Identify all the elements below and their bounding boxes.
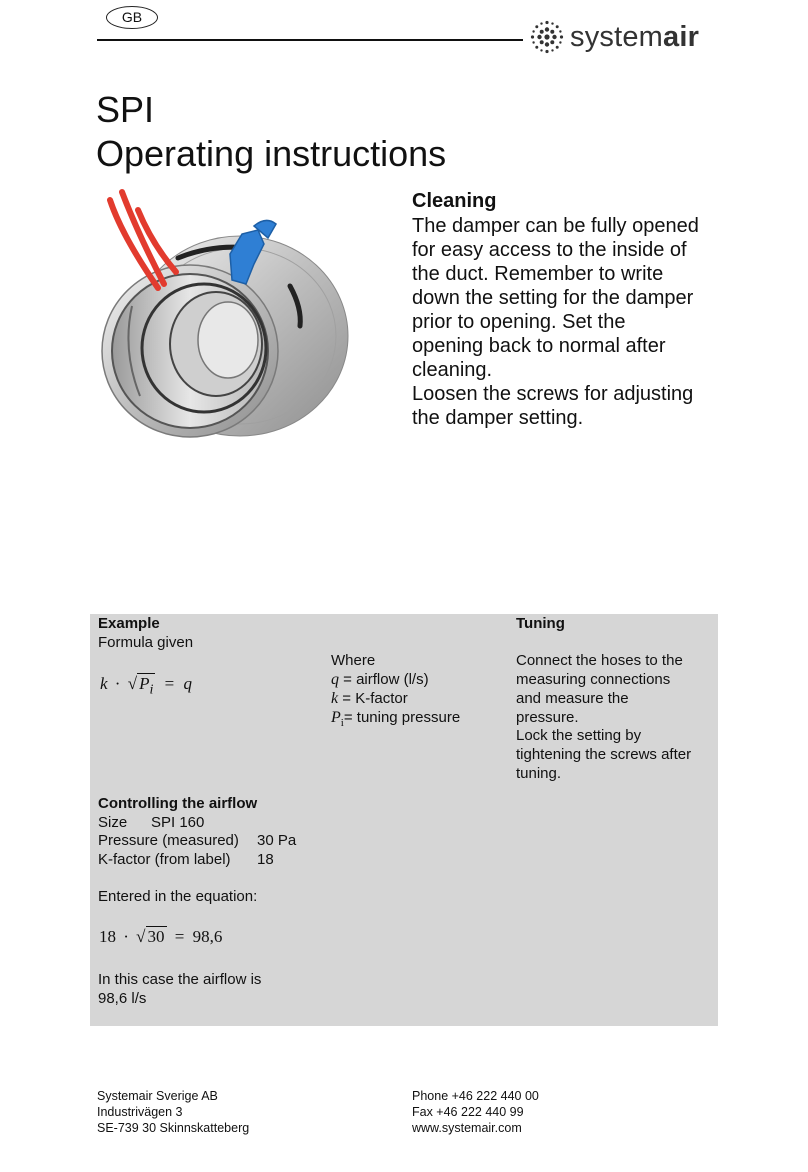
footer-fax: Fax +46 222 440 99: [412, 1105, 524, 1119]
where-def-q: [331, 671, 429, 689]
sqrt-sign-icon: √: [127, 674, 138, 693]
where-def-k: [331, 690, 408, 708]
info-panel: [90, 614, 718, 1026]
cleaning-text-line: down the setting for the damper: [412, 287, 694, 309]
where-heading: Where: [331, 652, 376, 669]
language-badge: GB: [106, 6, 158, 29]
footer-address-line: Industrivägen 3: [97, 1105, 183, 1119]
formula-given-label: Formula given: [98, 634, 194, 651]
equation-radicand: 30: [147, 927, 165, 946]
result-text-line: 98,6 l/s: [98, 990, 147, 1007]
cleaning-text-line: the damper setting.: [412, 407, 584, 429]
tuning-text-line: Connect the hoses to the: [516, 652, 683, 669]
cleaning-text-line: for easy access to the inside of: [412, 239, 687, 261]
brand-name-light: system: [570, 20, 664, 53]
equation-entered: [99, 927, 222, 947]
formula-q: q: [183, 674, 192, 693]
equation-k: 18: [99, 927, 116, 946]
footer-website-link[interactable]: www.systemair.com: [412, 1121, 522, 1135]
formula-k: k: [100, 674, 108, 693]
header-rule: [97, 39, 523, 41]
formula-sub-i: i: [149, 681, 154, 698]
equation-result: 98,6: [192, 927, 223, 946]
tuning-text-line: measuring connections: [516, 671, 671, 688]
where-def-p: [331, 709, 460, 729]
def-text-p: = tuning pressure: [343, 709, 461, 726]
cleaning-heading: Cleaning: [412, 190, 497, 212]
formula-dot: ·: [114, 674, 121, 693]
cleaning-text-line: the duct. Remember to write: [412, 263, 664, 285]
systemair-logo: [528, 17, 699, 57]
footer-address-line: SE-739 30 Skinnskatteberg: [97, 1121, 250, 1135]
example-heading: Example: [98, 615, 160, 632]
entered-label: Entered in the equation:: [98, 888, 258, 905]
tuning-text-line: tightening the screws after: [516, 746, 692, 763]
cleaning-text-line: The damper can be fully opened: [412, 215, 699, 237]
cleaning-text-line: Loosen the screws for adjusting: [412, 383, 694, 405]
footer-address-line: Systemair Sverige AB: [97, 1089, 218, 1103]
spec-value-pressure: 30 Pa: [257, 832, 297, 849]
spec-value-kfactor: 18: [257, 851, 274, 868]
def-symbol-p: P: [331, 709, 341, 726]
formula-p: P: [139, 674, 150, 693]
cleaning-text-line: prior to opening. Set the: [412, 311, 626, 333]
spi-damper-image: [92, 186, 408, 442]
spec-label-size: Size: [98, 814, 128, 831]
page-title-subtitle: Operating instructions: [96, 133, 447, 174]
tuning-text-line: tuning.: [516, 765, 562, 782]
brand-name-bold: air: [663, 20, 700, 53]
equation-equals: =: [174, 927, 185, 946]
page-title-product: SPI: [96, 89, 155, 130]
footer-phone: Phone +46 222 440 00: [412, 1089, 539, 1103]
spec-label-kfactor: K-factor (from label): [98, 851, 231, 868]
tuning-text-line: pressure.: [516, 709, 579, 726]
systemair-dots-icon: [528, 18, 566, 56]
def-text-q: = airflow (l/s): [339, 671, 429, 688]
equation-dot: ·: [123, 927, 129, 946]
def-symbol-p-sub: i: [340, 717, 344, 729]
tuning-text-line: and measure the: [516, 690, 629, 707]
brand-name: [570, 21, 699, 54]
spec-value-size: SPI 160: [151, 814, 205, 831]
def-symbol-k: k: [331, 690, 339, 707]
formula-equals: =: [164, 674, 175, 693]
cleaning-text-line: cleaning.: [412, 359, 493, 381]
def-symbol-q: q: [331, 671, 339, 688]
def-text-k: = K-factor: [338, 690, 408, 707]
result-text-line: In this case the airflow is: [98, 971, 262, 988]
tuning-heading: Tuning: [516, 615, 565, 632]
cleaning-text-line: opening back to normal after: [412, 335, 666, 357]
spec-label-pressure: Pressure (measured): [98, 832, 239, 849]
controlling-heading: Controlling the airflow: [98, 795, 258, 812]
tuning-text-line: Lock the setting by: [516, 727, 642, 744]
formula-given: [100, 674, 192, 698]
sqrt-sign-icon: √: [136, 927, 146, 946]
